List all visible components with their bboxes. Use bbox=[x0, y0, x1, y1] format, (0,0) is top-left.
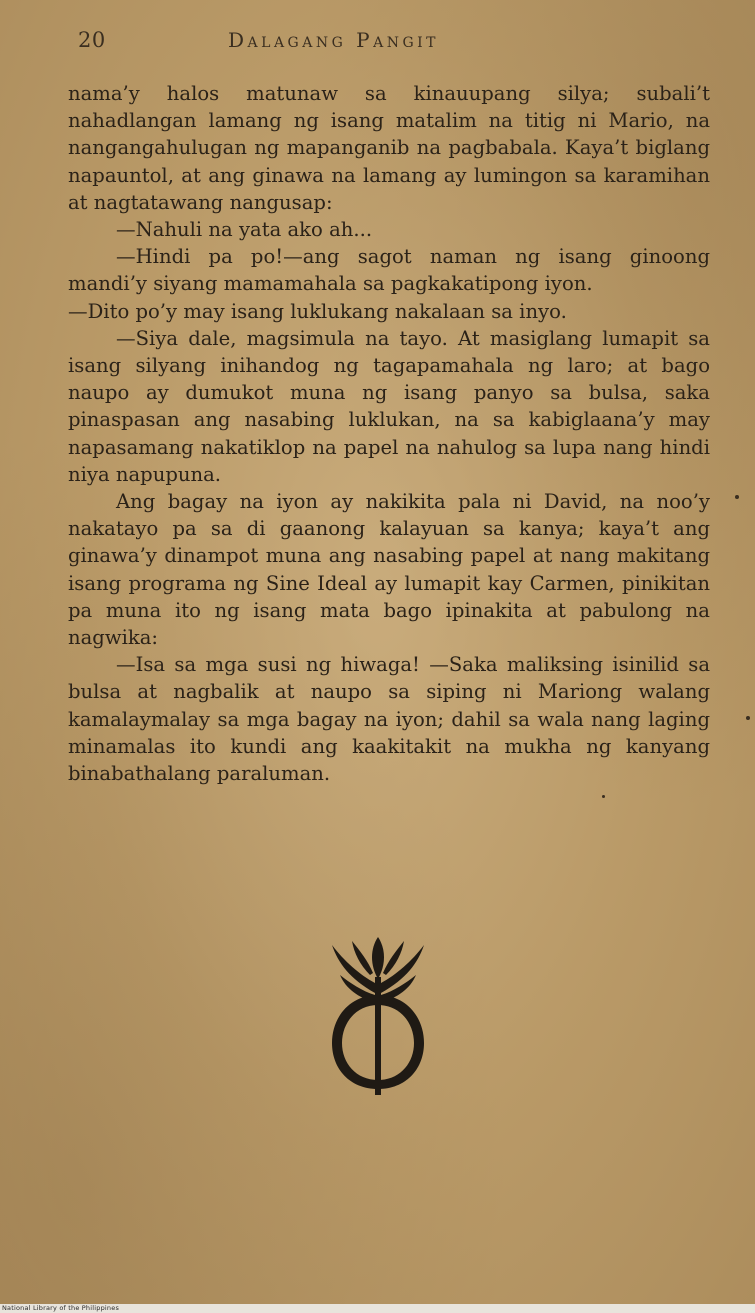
body-text bbox=[68, 80, 710, 787]
paragraph: —Hindi pa po!—ang sagot naman ng isang ginoong mandi’y siyang mamamahala sa pagkakatipong iyon. bbox=[68, 245, 710, 296]
paper-speck bbox=[746, 716, 750, 720]
running-title: Dalagang Pangit bbox=[228, 28, 440, 52]
page-number: 20 bbox=[78, 28, 106, 52]
page-header bbox=[78, 28, 715, 62]
paragraph: —Dito po’y may isang luklukang nakalaan sa inyo. bbox=[68, 299, 567, 323]
paragraph: Ang bagay na iyon ay nakikita pala ni David, na noo’y nakatayo pa sa di gaanong kalayuan sa kanya; kaya’t ang ginawa’y dinampot muna ang nasabing papel at nang makitang isang programa ng Sine Ideal ay lumapit kay Carmen, pinikitan pa muna ito ng isang mata bago ipinakita at pabulong na nagwika: bbox=[68, 490, 710, 650]
paper-speck bbox=[735, 495, 739, 499]
paragraph: nama’y halos matunaw sa kinauupang silya; subali’t nahadlangan lamang ng isang matalim na titig ni Mario, na nangangahulugan ng mapanganib na pagbabala. Kaya’t biglang napauntol, at ang ginawa na lamang ay lumingon sa karamihan at nagtatawang nangusap: bbox=[68, 82, 710, 214]
paragraph: —Siya dale, magsimula na tayo. At masiglang lumapit sa isang silyang inihandog ng tagapamahala ng laro; at bago naupo ay dumukot muna ng isang panyo sa bulsa, saka pinaspasan ang nasabing luklukan, na sa kabiglaana’y may napasamang nakatiklop na papel na nahulog sa lupa nang hindi niya napupuna. bbox=[68, 326, 710, 486]
paper-speck bbox=[602, 795, 605, 798]
paragraph: —Nahuli na yata ako ah... bbox=[116, 218, 373, 242]
footer-credit: National Library of the Philippines bbox=[2, 1304, 120, 1312]
wheat-sheaf-ornament-icon bbox=[326, 935, 430, 1095]
paragraph: —Isa sa mga susi ng hiwaga! —Saka maliksing isinilid sa bulsa at nagbalik at naupo sa siping ni Mariong walang kamalaymalay sa mga bagay na iyon; dahil sa wala nang laging minamalas ito kundi ang kaakitakit na mukha ng kanyang binabathalang paraluman. bbox=[68, 653, 710, 786]
